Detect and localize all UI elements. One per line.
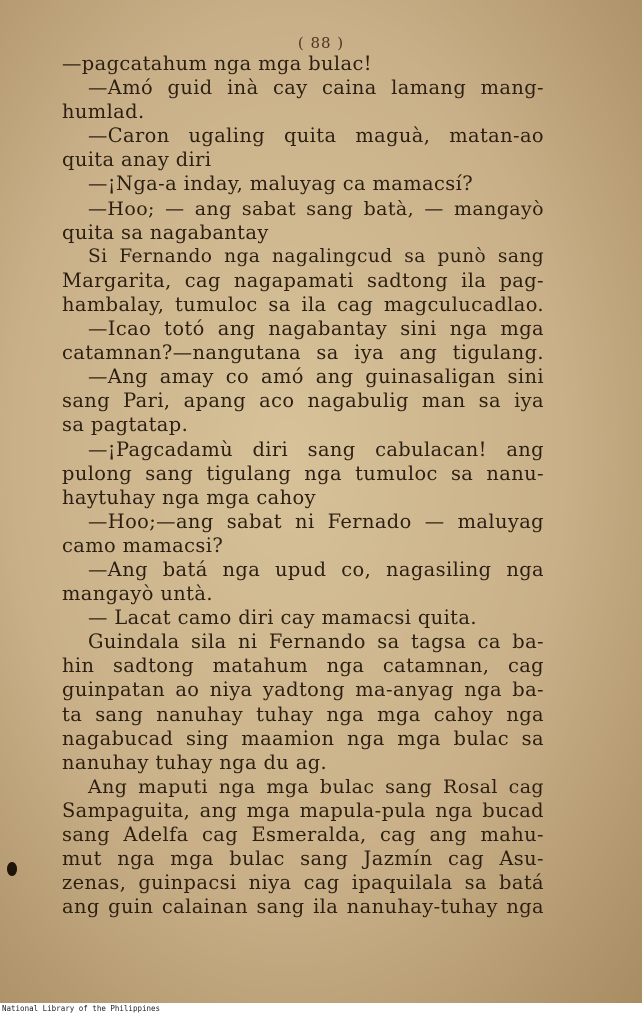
text-line: Si Fernando nga nagalingcud sa punò sang xyxy=(88,245,544,267)
body-text xyxy=(62,52,544,919)
page-number: ( 88 ) xyxy=(297,34,345,52)
text-line: hambalay, tumuloc sa ila cag magculucadlao. xyxy=(62,292,544,316)
text-line: Guindala sila ni Fernando sa tagsa ca ba- xyxy=(88,630,544,654)
text-line: —¡Nga-a inday, maluyag ca mamacsí? xyxy=(88,172,473,196)
text-line: pulong sang tigulang nga tumuloc sa nanu- xyxy=(62,461,544,485)
text-line: —¡Pagcadamù diri sang cabulacan! ang xyxy=(88,437,544,461)
text-line: —Icao totó ang nagabantay sini nga mga xyxy=(88,317,544,341)
text-line: —Amó guid inà cay caina lamang mang- xyxy=(88,76,544,100)
text-line: catamnan?—nangutana sa iya ang tigulang. xyxy=(62,341,544,365)
text-line: —Hoo;—ang sabat ni Fernado — maluyag xyxy=(88,509,544,533)
text-line: haytuhay nga mga cahoy xyxy=(62,485,316,509)
text-line: ang guin calainan sang ila nanuhay-tuhay nga xyxy=(62,895,544,919)
text-line: hin sadtong matahum nga catamnan, cag xyxy=(62,654,544,678)
text-line: —Caron ugaling quita maguà, matan-ao xyxy=(88,124,544,148)
text-line: quita anay diri xyxy=(62,148,212,172)
text-line: humlad. xyxy=(62,100,145,124)
text-line: nanuhay tuhay nga du ag. xyxy=(62,750,328,774)
text-line: —Ang batá nga upud co, nagasiling nga xyxy=(88,557,544,581)
text-line: sang Pari, apang aco nagabulig man sa iya xyxy=(62,389,544,413)
text-line: mangayò untà. xyxy=(62,582,213,606)
text-line: mut nga mga bulac sang Jazmín cag Asu- xyxy=(62,847,544,871)
text-line: zenas, guinpacsi niya cag ipaquilala sa batá xyxy=(62,871,544,895)
text-line: — Lacat camo diri cay mamacsi quita. xyxy=(88,606,477,630)
text-line: Sampaguita, ang mga mapula-pula nga bucad xyxy=(62,798,544,822)
text-line: nagabucad sing maamion nga mga bulac sa xyxy=(62,726,544,750)
text-line: quita sa nagabantay xyxy=(62,220,269,244)
text-line: Ang maputi nga mga bulac sang Rosal cag xyxy=(88,775,544,798)
text-line: ta sang nanuhay tuhay nga mga cahoy nga xyxy=(62,702,544,726)
text-line: sa pagtatap. xyxy=(62,413,189,437)
text-line: camo mamacsi? xyxy=(62,533,224,557)
text-line: —pagcatahum nga mga bulac! xyxy=(62,52,372,75)
ink-blot xyxy=(7,862,17,876)
text-line: —Hoo; — ang sabat sang batà, — mangayò xyxy=(88,197,544,220)
text-line: —Ang amay co amó ang guinasaligan sini xyxy=(88,365,544,389)
library-credit: National Library of the Philippines xyxy=(2,1004,161,1013)
text-line: Margarita, cag nagapamati sadtong ila pag- xyxy=(62,268,544,292)
text-line: guinpatan ao niya yadtong ma-anyag nga ba- xyxy=(62,678,544,702)
text-line: sang Adelfa cag Esmeralda, cag ang mahu- xyxy=(62,823,544,846)
